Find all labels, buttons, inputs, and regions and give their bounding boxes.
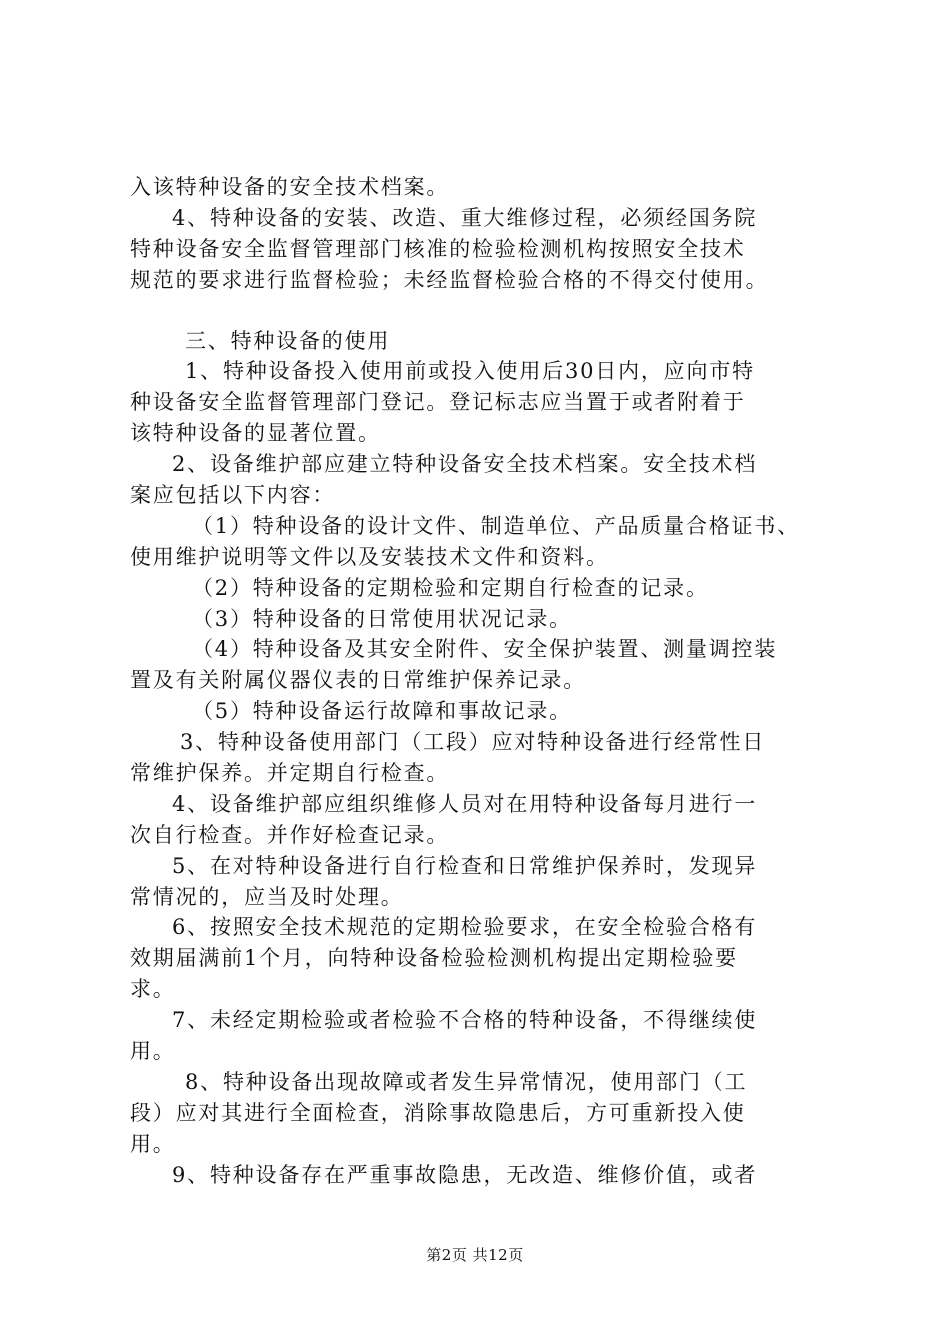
- text-line: （4）特种设备及其安全附件、安全保护装置、测量调控装: [192, 637, 778, 662]
- text-line: 规范的要求进行监督检验；未经监督检验合格的不得交付使用。: [130, 267, 769, 292]
- page-number: 第2页 共12页: [426, 1246, 524, 1264]
- text-line: 效期届满前1个月，向特种设备检验检测机构提出定期检验要: [130, 946, 738, 971]
- text-line: 求。: [130, 977, 176, 1002]
- text-line: 9、特种设备存在严重事故隐患，无改造、维修价值，或者: [172, 1162, 758, 1187]
- text-line: 4、设备维护部应组织维修人员对在用特种设备每月进行一: [172, 791, 758, 816]
- text-line: 段）应对其进行全面检查，消除事故隐患后，方可重新投入使: [130, 1100, 746, 1125]
- text-line: 1、特种设备投入使用前或投入使用后30日内，应向市特: [185, 359, 755, 384]
- text-line: 置及有关附属仪器仪表的日常维护保养记录。: [130, 668, 586, 693]
- text-line: 6、按照安全技术规范的定期检验要求，在安全检验合格有: [172, 915, 758, 940]
- text-line: 常维护保养。并定期自行检查。: [130, 761, 450, 786]
- text-line: 用。: [130, 1131, 176, 1156]
- text-line: 该特种设备的显著位置。: [130, 421, 381, 446]
- page-footer: [0, 1244, 950, 1265]
- text-line: 次自行检查。并作好检查记录。: [130, 822, 450, 847]
- text-line: 入该特种设备的安全技术档案。: [130, 175, 450, 199]
- text-line: 用。: [130, 1039, 176, 1064]
- text-line: （5）特种设备运行故障和事故记录。: [192, 699, 572, 724]
- text-line: 3、特种设备使用部门（工段）应对特种设备进行经常性日: [180, 730, 766, 755]
- text-line: 7、未经定期检验或者检验不合格的特种设备，不得继续使: [172, 1008, 758, 1033]
- text-line: 5、在对特种设备进行自行检查和日常维护保养时，发现异: [172, 853, 758, 878]
- text-line: 种设备安全监督管理部门登记。登记标志应当置于或者附着于: [130, 390, 746, 415]
- text-line: 4、特种设备的安装、改造、重大维修过程，必须经国务院: [172, 205, 758, 230]
- text-line: 案应包括以下内容：: [130, 483, 336, 508]
- text-line: （3）特种设备的日常使用状况记录。: [192, 606, 572, 631]
- section-heading: 三、特种设备的使用: [185, 328, 391, 353]
- document-body: [130, 172, 830, 1191]
- text-line: （2）特种设备的定期检验和定期自行检查的记录。: [192, 575, 709, 600]
- text-line: 2、设备维护部应建立特种设备安全技术档案。安全技术档: [172, 452, 758, 477]
- text-line: 常情况的，应当及时处理。: [130, 884, 404, 909]
- text-line: 使用维护说明等文件以及安装技术文件和资料。: [130, 544, 609, 569]
- text-line: 8、特种设备出现故障或者发生异常情况，使用部门（工: [185, 1069, 748, 1094]
- text-line: 特种设备安全监督管理部门核准的检验检测机构按照安全技术: [130, 236, 746, 261]
- text-line: （1）特种设备的设计文件、制造单位、产品质量合格证书、: [192, 513, 800, 538]
